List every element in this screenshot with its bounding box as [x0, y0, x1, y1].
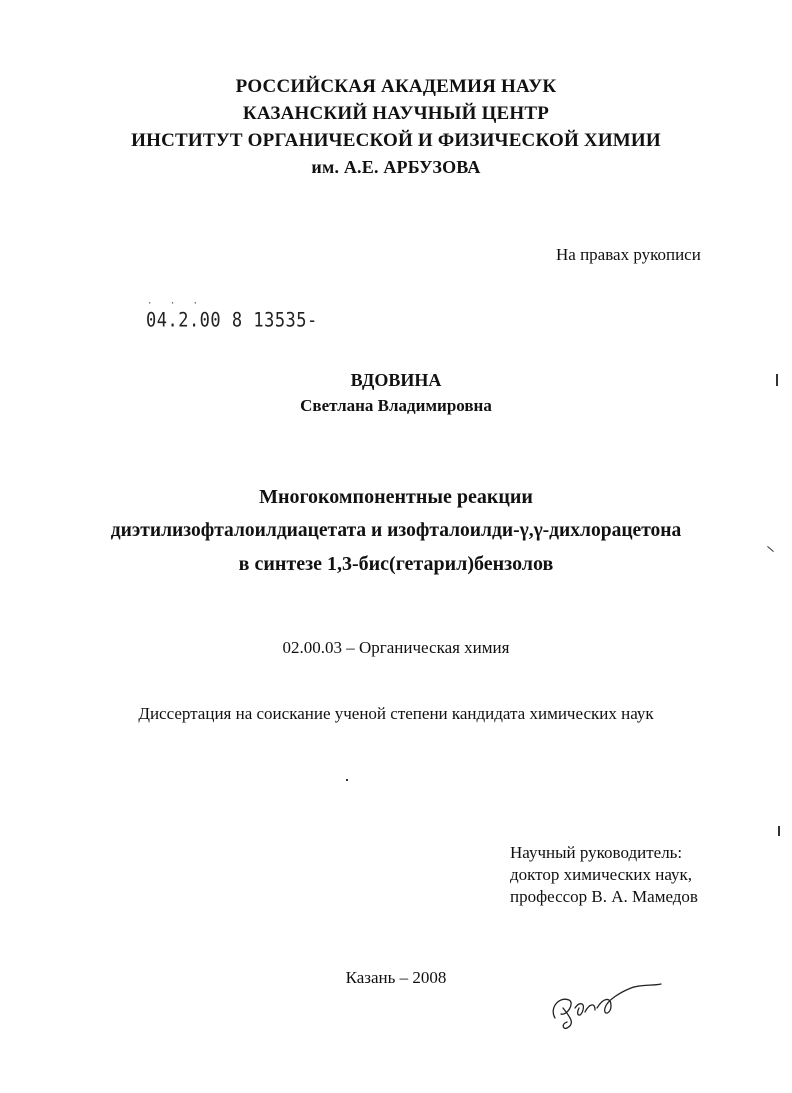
title-line-1: Многокомпонентные реакции	[259, 486, 533, 508]
scan-mark	[776, 374, 778, 386]
specialty-code: 02.00.03 – Органическая химия	[282, 638, 510, 657]
scan-mark	[778, 826, 780, 836]
author-name: Светлана Владимировна	[300, 396, 492, 415]
dissertation-type: Диссертация на соискание ученой степени кандидата химических наук	[138, 704, 654, 723]
handwritten-signature	[545, 978, 665, 1038]
registry-stamp: 04.2.00 8 13535-	[146, 309, 318, 332]
place-and-year: Казань – 2008	[345, 968, 447, 987]
supervisor-degree: доктор химических наук,	[510, 865, 693, 884]
title-line-2: диэтилизофталоилдиацетата и изофталоилди-γ,γ-дихлорацетона	[110, 520, 682, 541]
institute-name: ИНСТИТУТ ОРГАНИЧЕСКОЙ И ФИЗИЧЕСКОЙ ХИМИИ	[131, 130, 661, 151]
stamp-dots: · · ·	[147, 299, 205, 309]
supervisor-label: Научный руководитель:	[510, 843, 683, 862]
scan-speck	[346, 779, 348, 781]
center-name: КАЗАНСКИЙ НАУЧНЫЙ ЦЕНТР	[242, 103, 550, 124]
supervisor-name: профессор В. А. Мамедов	[510, 887, 698, 906]
academy-name: РОССИЙСКАЯ АКАДЕМИЯ НАУК	[235, 76, 557, 97]
scan-mark	[767, 546, 774, 552]
supervisor-block	[510, 842, 698, 908]
author-surname: ВДОВИНА	[350, 370, 442, 390]
institute-named-after: им. А.Е. АРБУЗОВА	[311, 157, 481, 177]
manuscript-rights-note: На правах рукописи	[556, 245, 701, 264]
title-line-3: в синтезе 1,3-бис(гетарил)бензолов	[238, 553, 554, 575]
